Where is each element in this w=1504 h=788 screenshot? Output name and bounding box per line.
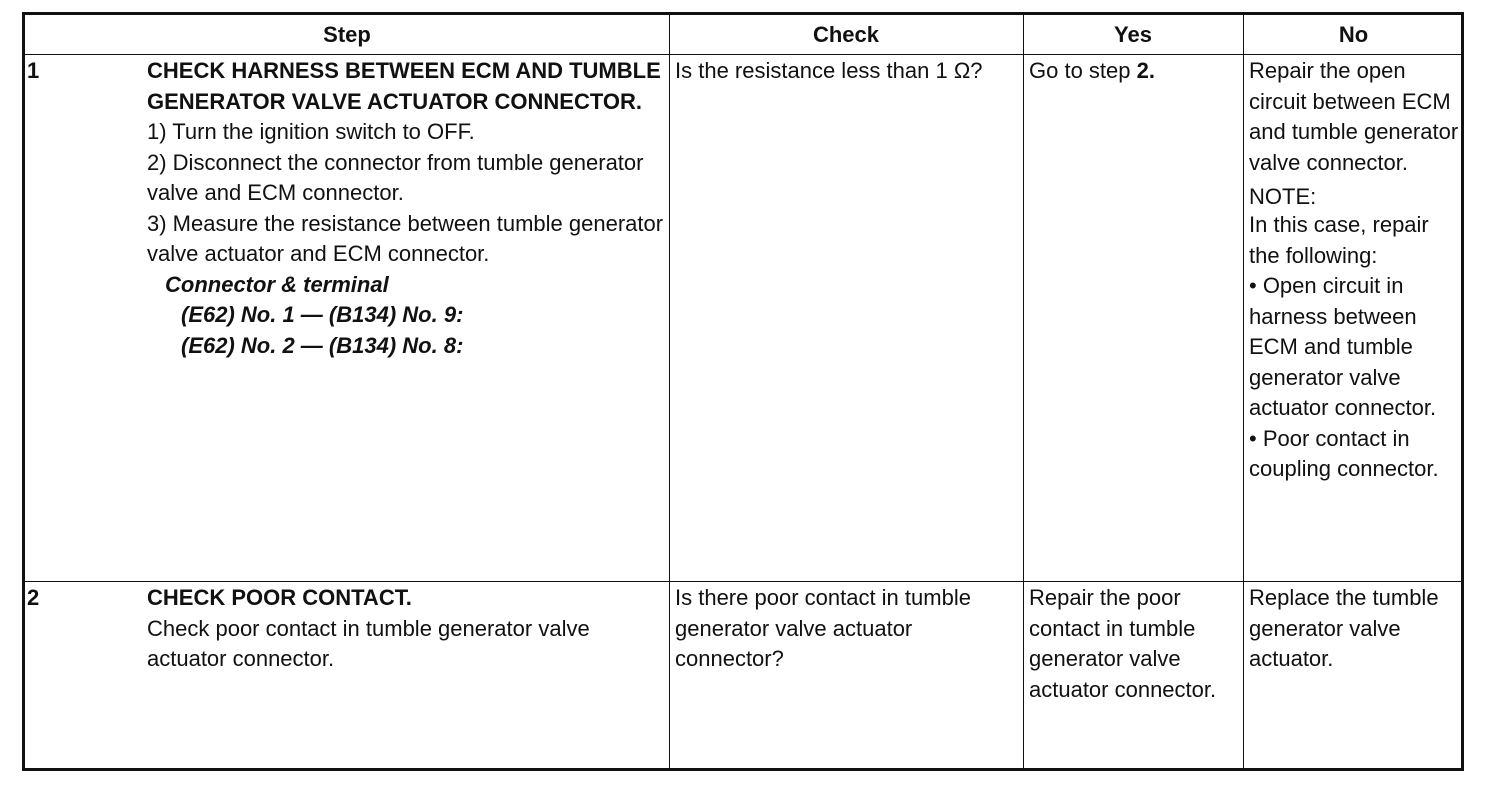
step-title: CHECK POOR CONTACT. [147, 585, 412, 610]
yes-prefix: Go to step [1029, 58, 1137, 83]
step-title: CHECK HARNESS BETWEEN ECM AND TUMBLE GENERATOR VALVE ACTUATOR CONNECTOR. [147, 58, 661, 114]
spec-label: Connector & terminal [165, 271, 389, 297]
check-question: Is the resistance less than 1 Ω? [675, 58, 983, 83]
step-number: 2 [27, 585, 40, 610]
step-number: 1 [27, 58, 40, 83]
check-question: Is there poor contact in tumble generator valve actuator connector? [675, 585, 971, 671]
no-main: Repair the open circuit between ECM and tumble generator valve connector. [1249, 58, 1459, 175]
header-no: No [1338, 22, 1369, 47]
yes-action [1029, 56, 1239, 87]
yes-step-ref: 2. [1136, 58, 1155, 83]
step-instruction: 3) Measure the resistance between tumble generator valve actuator and ECM connector. [147, 210, 664, 266]
step-2-content [147, 583, 659, 675]
spec-line: (E62) No. 2 — (B134) No. 8: [181, 332, 464, 358]
yes-action: Repair the poor contact in tumble generator valve actuator connector. [1029, 585, 1217, 702]
step-instruction: Check poor contact in tumble generator valve actuator connector. [147, 615, 590, 671]
note-text: In this case, repair the following: [1249, 212, 1429, 268]
row-divider [25, 581, 1461, 582]
note-label: NOTE: [1249, 184, 1317, 209]
column-divider [1023, 15, 1024, 768]
column-divider [669, 15, 670, 768]
no-action [1249, 56, 1463, 485]
step-instruction: 1) Turn the ignition switch to OFF. [147, 119, 475, 144]
note-bullet: • Poor contact in coupling connector. [1249, 425, 1439, 481]
note-bullet: • Open circuit in harness between ECM and tumble generator valve actuator connector. [1249, 273, 1437, 420]
header-step: Step [323, 22, 371, 47]
header-check: Check [812, 22, 880, 47]
spec-line: (E62) No. 1 — (B134) No. 9: [181, 302, 464, 327]
header-yes: Yes [1114, 22, 1152, 47]
step-instruction: 2) Disconnect the connector from tumble generator valve and ECM connector. [147, 149, 644, 205]
step-1-content [147, 56, 665, 361]
diagnostic-table [22, 12, 1464, 771]
no-action: Replace the tumble generator valve actuator. [1249, 585, 1439, 671]
column-divider [1243, 15, 1244, 768]
